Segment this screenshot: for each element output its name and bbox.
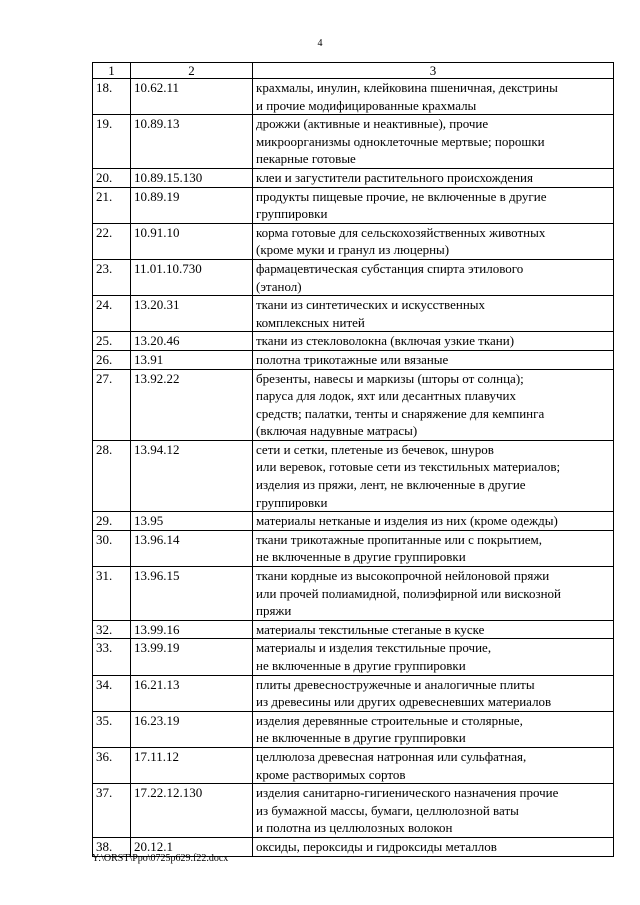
okpd-code: 10.89.13 [131, 115, 253, 169]
description-line: не включенные в другие группировки [256, 730, 466, 746]
product-description [253, 369, 614, 440]
description-line: комплексных нитей [256, 314, 365, 330]
product-description [253, 747, 614, 783]
row-number: 24. [93, 296, 131, 332]
row-number: 26. [93, 350, 131, 369]
table-row [93, 79, 614, 115]
product-description [253, 784, 614, 838]
table-row [93, 639, 614, 675]
description-line: крахмалы, инулин, клейковина пшеничная, декстрины [256, 80, 558, 95]
okpd-code: 13.96.15 [131, 567, 253, 621]
description-line: материалы текстильные стеганые в куске [256, 621, 485, 637]
table-row [93, 223, 614, 259]
okpd-code: 16.23.19 [131, 711, 253, 747]
product-description [253, 79, 614, 115]
row-number: 25. [93, 332, 131, 351]
table-row [93, 168, 614, 187]
okpd-code: 10.91.10 [131, 223, 253, 259]
product-description [253, 837, 614, 856]
product-description [253, 187, 614, 223]
product-description [253, 168, 614, 187]
description-line: целлюлоза древесная натронная или сульфатная, [256, 748, 527, 764]
description-line: полотна трикотажные или вязаные [256, 351, 449, 367]
row-number: 22. [93, 223, 131, 259]
okpd-code: 13.99.16 [131, 620, 253, 639]
description-line: брезенты, навесы и маркизы (шторы от солнца); [256, 370, 524, 386]
row-number: 21. [93, 187, 131, 223]
description-line: (кроме муки и гранул из люцерны) [256, 242, 450, 258]
row-number: 37. [93, 784, 131, 838]
table-row [93, 620, 614, 639]
row-number: 30. [93, 530, 131, 566]
product-description [253, 639, 614, 675]
product-description [253, 223, 614, 259]
table-row [93, 296, 614, 332]
row-number: 19. [93, 115, 131, 169]
description-line: микроорганизмы одноклеточные мертвые; порошки [256, 133, 545, 149]
description-line: изделия из пряжи, лент, не включенные в другие [256, 477, 526, 493]
table-row [93, 567, 614, 621]
description-line: ткани из синтетических и искусственных [256, 297, 486, 313]
description-line: материалы и изделия текстильные прочие, [256, 640, 492, 656]
table-row [93, 440, 614, 511]
product-description [253, 711, 614, 747]
page-number: 4 [317, 38, 323, 49]
product-description [253, 350, 614, 369]
description-line: из древесины или других одревесневших материалов [256, 694, 552, 710]
table-row [93, 784, 614, 838]
row-number: 28. [93, 440, 131, 511]
description-line: ткани кордные из высокопрочной нейлоновой пряжи [256, 568, 550, 584]
table-header-row [93, 63, 614, 79]
description-line: плиты древесностружечные и аналогичные плиты [256, 676, 535, 692]
description-line: дрожжи (активные и неактивные), прочие [256, 116, 489, 132]
okpd-code: 17.22.12.130 [131, 784, 253, 838]
row-number: 36. [93, 747, 131, 783]
description-line: ткани из стекловолокна (включая узкие ткани) [256, 333, 515, 349]
okpd-code: 20.12.1 [131, 837, 253, 856]
product-description [253, 115, 614, 169]
product-description [253, 259, 614, 295]
description-line: сети и сетки, плетеные из бечевок, шнуров [256, 441, 494, 457]
row-number: 32. [93, 620, 131, 639]
okpd-code: 11.01.10.730 [131, 259, 253, 295]
description-line: не включенные в другие группировки [256, 658, 466, 673]
table-row [93, 530, 614, 566]
okpd-code: 13.96.14 [131, 530, 253, 566]
description-line: пряжи [256, 603, 292, 619]
okpd-code: 13.92.22 [131, 369, 253, 440]
table-row [93, 187, 614, 223]
product-description [253, 567, 614, 621]
table-row [93, 675, 614, 711]
footer-file-path: Y:\ORST\Ppo\0725p629.f22.docx [92, 853, 229, 864]
product-description [253, 440, 614, 511]
row-number: 33. [93, 639, 131, 675]
header-col-1: 1 [93, 63, 131, 79]
description-line: и прочие модифицированные крахмалы [256, 97, 477, 113]
product-description [253, 296, 614, 332]
row-number: 29. [93, 512, 131, 531]
description-line: фармацевтическая субстанция спирта этилового [256, 260, 524, 276]
description-line: корма готовые для сельскохозяйственных животных [256, 224, 546, 240]
description-line: изделия деревянные строительные и столярные, [256, 712, 523, 728]
table-row [93, 711, 614, 747]
row-number: 27. [93, 369, 131, 440]
description-line: (этанол) [256, 278, 302, 294]
description-line: не включенные в другие группировки [256, 549, 466, 565]
description-line: и полотна из целлюлозных волокон [256, 820, 453, 836]
row-number: 18. [93, 79, 131, 115]
row-number: 31. [93, 567, 131, 621]
description-line: оксиды, пероксиды и гидроксиды металлов [256, 838, 497, 854]
classifier-table [92, 62, 614, 857]
okpd-code: 10.89.15.130 [131, 168, 253, 187]
table-row [93, 332, 614, 351]
row-number: 38. [93, 837, 131, 856]
description-line: группировки [256, 206, 328, 222]
table-row [93, 350, 614, 369]
description-line: или прочей полиамидной, полиэфирной или вискозной [256, 585, 561, 601]
okpd-code: 13.91 [131, 350, 253, 369]
row-number: 34. [93, 675, 131, 711]
description-line: материалы нетканые и изделия из них (кроме одежды) [256, 513, 558, 529]
table-row [93, 512, 614, 531]
table-row [93, 115, 614, 169]
product-description [253, 332, 614, 351]
okpd-code: 13.94.12 [131, 440, 253, 511]
description-line: группировки [256, 494, 328, 510]
okpd-code: 10.89.19 [131, 187, 253, 223]
description-line: (включая надувные матрасы) [256, 423, 418, 439]
description-line: кроме растворимых сортов [256, 766, 406, 782]
table-row [93, 747, 614, 783]
table-body [93, 79, 614, 857]
okpd-code: 16.21.13 [131, 675, 253, 711]
description-line: пекарные готовые [256, 151, 356, 167]
description-line: изделия санитарно-гигиенического назначения прочие [256, 785, 559, 801]
product-description [253, 530, 614, 566]
row-number: 20. [93, 168, 131, 187]
product-description [253, 675, 614, 711]
table-row [93, 259, 614, 295]
product-description [253, 620, 614, 639]
okpd-code: 13.20.46 [131, 332, 253, 351]
row-number: 23. [93, 259, 131, 295]
okpd-code: 17.11.12 [131, 747, 253, 783]
description-line: паруса для лодок, яхт или десантных плавучих [256, 388, 517, 404]
row-number: 35. [93, 711, 131, 747]
product-description [253, 512, 614, 531]
description-line: ткани трикотажные пропитанные или с покрытием, [256, 531, 543, 547]
okpd-code: 10.62.11 [131, 79, 253, 115]
okpd-code: 13.20.31 [131, 296, 253, 332]
description-line: средств; палатки, тенты и снаряжение для кемпинга [256, 405, 545, 421]
okpd-code: 13.95 [131, 512, 253, 531]
table-row [93, 369, 614, 440]
header-col-2: 2 [131, 63, 253, 79]
description-line: из бумажной массы, бумаги, целлюлозной ваты [256, 802, 519, 818]
okpd-code: 13.99.19 [131, 639, 253, 675]
description-line: или веревок, готовые сети из текстильных материалов; [256, 459, 561, 475]
header-col-3: 3 [253, 63, 614, 79]
description-line: продукты пищевые прочие, не включенные в другие [256, 188, 547, 204]
description-line: клеи и загустители растительного происхождения [256, 169, 533, 185]
